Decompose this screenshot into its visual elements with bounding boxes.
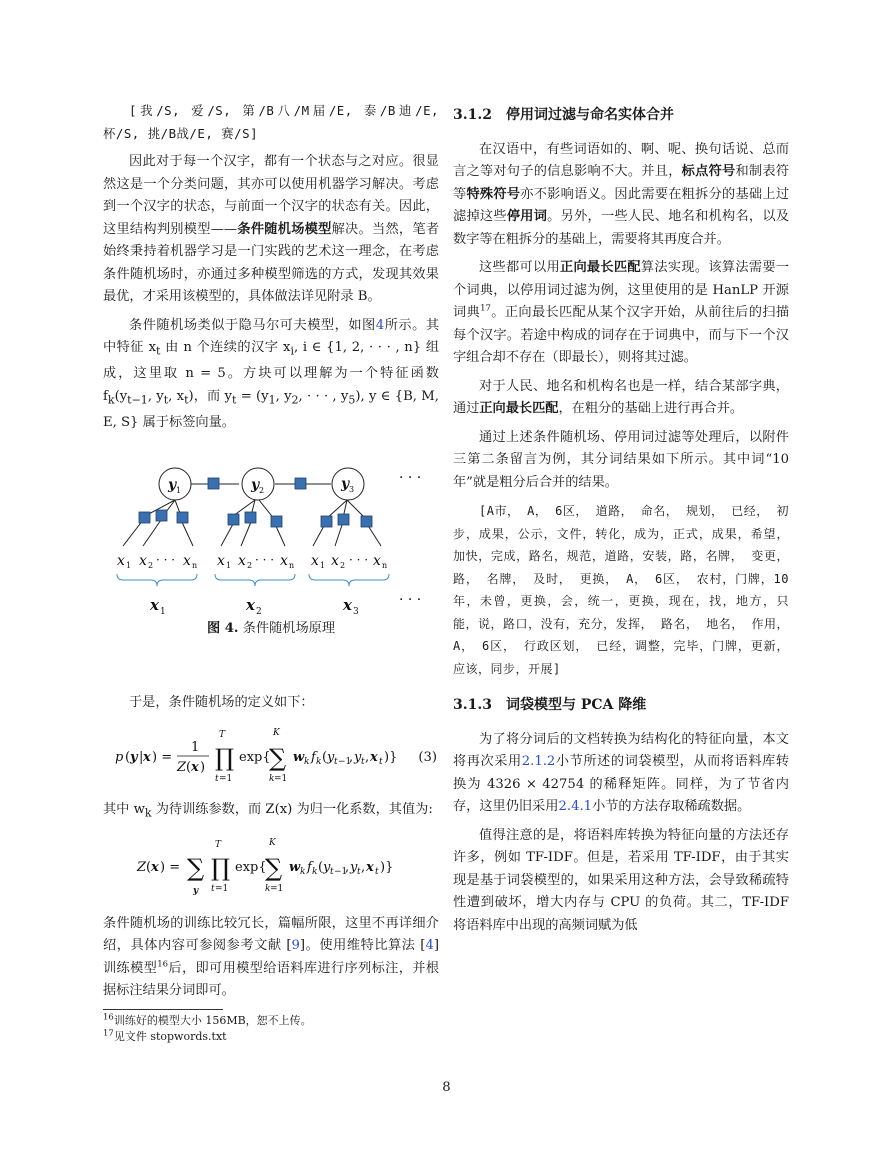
paragraph-bow: 为了将分词后的文档转换为结构化的特征向量，本文将再次采用2.1.2小节所述的词袋模型，从而将语料库转换为 4326 × 42754 的稀释矩阵。同样，为了节省内存，这里仍旧采用2.4.1小节的方法存取稀疏数据。	[453, 731, 790, 814]
svg-text:Z: Z	[137, 859, 147, 875]
svg-text:1: 1	[126, 561, 132, 571]
svg-text:) =: ) =	[152, 749, 173, 765]
svg-text:t: t	[334, 756, 338, 767]
figure-ref-link[interactable]: 4	[375, 317, 385, 333]
svg-text:2: 2	[148, 561, 154, 571]
svg-text:1: 1	[160, 607, 166, 618]
svg-text:1: 1	[320, 561, 326, 571]
section-heading-3-1-2: 3.1.2 停用词过滤与命名实体合并	[453, 107, 674, 123]
page-number: 8	[442, 1080, 451, 1095]
svg-text:,: ,	[365, 749, 370, 765]
svg-text:· · ·: · · ·	[399, 592, 422, 609]
svg-text:y: y	[341, 476, 350, 493]
svg-text:y: y	[350, 859, 358, 875]
svg-text:t: t	[379, 756, 383, 767]
paragraph-example: 通过上述条件随机场、停用词过滤等处理后，以附件三第二条留言为例，其分词结果如下所示。其中词“10年”就是粗分后合并的结果。	[453, 429, 789, 490]
svg-text:f: f	[307, 859, 312, 875]
svg-text:x: x	[150, 596, 159, 615]
svg-text:y: y	[168, 477, 177, 494]
svg-text:)}: )}	[380, 859, 394, 875]
equation-z	[103, 831, 439, 905]
svg-text:3: 3	[349, 485, 355, 495]
svg-text:T: T	[215, 839, 222, 850]
right-column	[453, 100, 789, 943]
svg-text:y: y	[251, 477, 260, 494]
paragraph-stopwords: 在汉语中，有些词语如的、啊、呢、换句话说、总而言之等对句子的信息影响不大。并且，标点符号和制表符等特殊符号亦不影响语义。因此需要在粗拆分的基础上过滤掉这些停用词。另外，一些人民、地名和机构名，以及数字等在粗拆分的基础上，需要将其再度合并。	[453, 141, 790, 247]
svg-text:2: 2	[340, 561, 346, 571]
citation-9[interactable]: 9	[291, 938, 300, 954]
svg-text:(: (	[322, 749, 328, 765]
svg-text:· · ·: · · ·	[349, 553, 369, 568]
svg-text:) =: ) =	[160, 859, 181, 875]
svg-text:1: 1	[226, 561, 232, 571]
paragraph-training: 条件随机场的训练比较冗长，篇幅所限，这里不再详细介绍，具体内容可参阅参考文献 [9]。使用维特比算法 [4] 训练模型$^{16}$后，即可用模型给语料库进行序列标注，并根据标注结果分词即可。	[103, 915, 440, 999]
svg-text:n: n	[382, 561, 388, 571]
svg-text:−1: −1	[338, 756, 352, 767]
svg-text:t: t	[357, 866, 361, 877]
svg-text:,: ,	[349, 749, 354, 765]
svg-text:−1: −1	[334, 866, 348, 877]
svg-text:k: k	[269, 773, 275, 784]
segmentation-result: [A市， A， 6区， 道路， 命名， 规划， 已经， 初步，成果，公示，文件，转化，成为，正式，成果，希望，加快，完成，路名，规范，道路，安装，路，名牌， 变更， 路， 名牌， 及时， 更换， A， 6区， 农村，门牌，10年，未曾，更换，会，统一，更换，现在，找，地方，只能，说，路口，没有，充分，发挥， 路名， 地名， 作用， A， 6区， 行政区划， 已经，调整，完毕，门牌，更新，应该，同步，开展]	[453, 504, 789, 676]
svg-text:x: x	[143, 749, 151, 765]
svg-text:y: y	[327, 749, 335, 765]
svg-text:y: y	[323, 859, 331, 875]
svg-text:x: x	[343, 596, 352, 615]
paragraph-entity-merge: 对于人民、地名和机构名也是一样，结合某部字典，通过正向最长匹配，在粗分的基础上进行再合并。	[453, 378, 789, 416]
svg-text:· · ·: · · ·	[399, 470, 422, 487]
paragraph-forward-max: 这些都可以用正向最长匹配算法实现。该算法需要一个词典，以停用词过滤为例，这里使用的是 HanLP 开源词典$^{17}$。正向最长匹配从某个汉字开始，从前往后的扫描每个汉字。若途中构成的词存在于词典中，而与下一个汉字组合却不存在（即最长），则将其过滤。	[453, 260, 790, 365]
svg-text:k: k	[304, 756, 310, 767]
svg-text:x: x	[139, 553, 147, 570]
section-heading-3-1-3: 3.1.3 词袋模型与 PCA 降维	[453, 697, 647, 713]
svg-text:k: k	[312, 866, 318, 877]
crf-diagram	[103, 464, 439, 639]
svg-text:y: y	[193, 885, 199, 896]
svg-text:x: x	[373, 553, 381, 570]
svg-text:|: |	[139, 749, 144, 765]
svg-text:x: x	[151, 859, 159, 875]
svg-text:,: ,	[345, 859, 350, 875]
svg-text:t: t	[361, 756, 365, 767]
svg-text:x: x	[238, 553, 246, 570]
figure-caption: 图 4. 条件随机场原理	[206, 621, 336, 637]
svg-text:t: t	[211, 883, 215, 894]
svg-text:=1: =1	[274, 773, 288, 784]
svg-text:3: 3	[353, 607, 359, 618]
equation-number: (3)	[418, 749, 437, 765]
svg-text:K: K	[269, 837, 276, 848]
svg-text:· · ·: · · ·	[156, 553, 176, 568]
section-ref-2-1-2[interactable]: 2.1.2	[521, 754, 556, 769]
svg-text:x: x	[331, 553, 339, 570]
svg-text:=1: =1	[215, 883, 229, 894]
svg-text:,: ,	[361, 859, 366, 875]
svg-text:· · ·: · · ·	[255, 553, 275, 568]
svg-text:p: p	[115, 749, 124, 765]
paragraph-tfidf: 值得注意的是，将语料库转换为特征向量的方法还存许多，例如 TF-IDF。但是，若采用 TF-IDF，由于其实现是基于词袋模型的，如果采用这种方法，会导致稀疏特性遭到破坏，增大内存与 CPU 的负荷。其二，TF-IDF 将语料库中出现的高频词赋为低	[453, 827, 789, 933]
svg-text:w: w	[293, 749, 305, 765]
svg-text:x: x	[366, 859, 374, 875]
crf-figure	[103, 464, 439, 664]
svg-text:y: y	[354, 749, 362, 765]
svg-text:): )	[200, 759, 206, 775]
equation-3	[103, 721, 439, 791]
svg-text:exp{: exp{	[239, 749, 271, 765]
svg-text:(: (	[146, 859, 152, 875]
svg-text:(: (	[125, 749, 131, 765]
paragraph-crf-intro: 因此对于每一个汉字，都有一个状态与之对应。很显然这是一个分类问题，其亦可以使用机器学习解决。考虑到一个汉字的状态，与前面一个汉字的状态有关。因此，这里结构判别模型——条件随机场模型解决。当然，笔者始终秉持着机器学习是一门实践的艺术这一理念，在考虑条件随机场时，亦通过多种模型筛选的方式，发现其效果最优，才采用该模型的，具体做法详见附录 B。	[103, 154, 440, 304]
svg-text:=1: =1	[270, 883, 284, 894]
svg-text:x: x	[280, 553, 288, 570]
svg-text:∑: ∑	[265, 853, 283, 882]
svg-text:t: t	[215, 773, 219, 784]
svg-text:x: x	[311, 553, 319, 570]
paragraph-crf-hmm: 条件随机场类似于隐马尔可夫模型，如图4所示。其中特征 $x_t$ 由 n 个连续的汉字 $x_i$, i ∈ {1, 2, · · · , n} 组成，这里取 n = 5。方块可以理解为一个特征函数 $f_k(y_{t-1}$, $y_t$, $x_t$)，而 $y_t = (y_1$, $y_2$, · · · , $y_5$), y ∈ {B, M, E, S} 属于标签向量。	[103, 317, 440, 430]
left-column	[103, 100, 439, 1045]
svg-text:k: k	[265, 883, 271, 894]
label-sequence: [我/S, 爱/S, 第/B八/M届/E, 泰/B迪/E, 杯/S, 挑/B战/E, 赛/S]	[103, 103, 439, 141]
footnote-rule	[103, 1009, 223, 1010]
svg-text:∏: ∏	[215, 743, 235, 772]
svg-text:∑: ∑	[187, 853, 205, 882]
svg-text:2: 2	[259, 486, 265, 496]
svg-text:x: x	[117, 553, 125, 570]
citation-4[interactable]: 4	[425, 938, 434, 954]
svg-text:w: w	[289, 859, 301, 875]
svg-text:y: y	[130, 749, 138, 765]
paragraph-params: 其中 $w_k$ 为待训练参数，而 Z(x) 为归一化系数，其值为:	[103, 801, 433, 820]
svg-text:K: K	[273, 727, 280, 738]
svg-text:x: x	[183, 553, 191, 570]
svg-text:2: 2	[256, 607, 262, 618]
svg-text:x: x	[217, 553, 225, 570]
paragraph-definition: 于是，条件随机场的定义如下：	[129, 695, 314, 711]
svg-text:∑: ∑	[269, 743, 287, 772]
section-ref-2-4-1[interactable]: 2.4.1	[558, 799, 593, 814]
svg-text:x: x	[246, 596, 255, 615]
svg-text:f: f	[311, 749, 316, 765]
svg-text:(: (	[318, 859, 324, 875]
svg-text:k: k	[300, 866, 306, 877]
svg-text:T: T	[219, 729, 226, 740]
svg-text:=1: =1	[219, 773, 233, 784]
svg-text:x: x	[191, 759, 199, 775]
footnote-17: $^{17}$见文件 stopwords.txt	[103, 1028, 227, 1043]
svg-text:1: 1	[176, 486, 182, 496]
svg-text:t: t	[330, 866, 334, 877]
footnote-16: $^{16}$训练好的模型大小 156MB，恕不上传。	[103, 1012, 312, 1027]
svg-text:Z: Z	[177, 759, 187, 775]
svg-text:k: k	[316, 756, 322, 767]
svg-text:n: n	[192, 561, 198, 571]
svg-text:∏: ∏	[211, 853, 231, 882]
svg-text:t: t	[375, 866, 379, 877]
svg-text:n: n	[289, 561, 295, 571]
svg-text:x: x	[370, 749, 378, 765]
svg-text:)}: )}	[384, 749, 398, 765]
svg-text:1: 1	[191, 739, 200, 755]
svg-text:exp{: exp{	[235, 859, 267, 875]
svg-text:(: (	[186, 759, 192, 775]
svg-text:2: 2	[247, 561, 253, 571]
